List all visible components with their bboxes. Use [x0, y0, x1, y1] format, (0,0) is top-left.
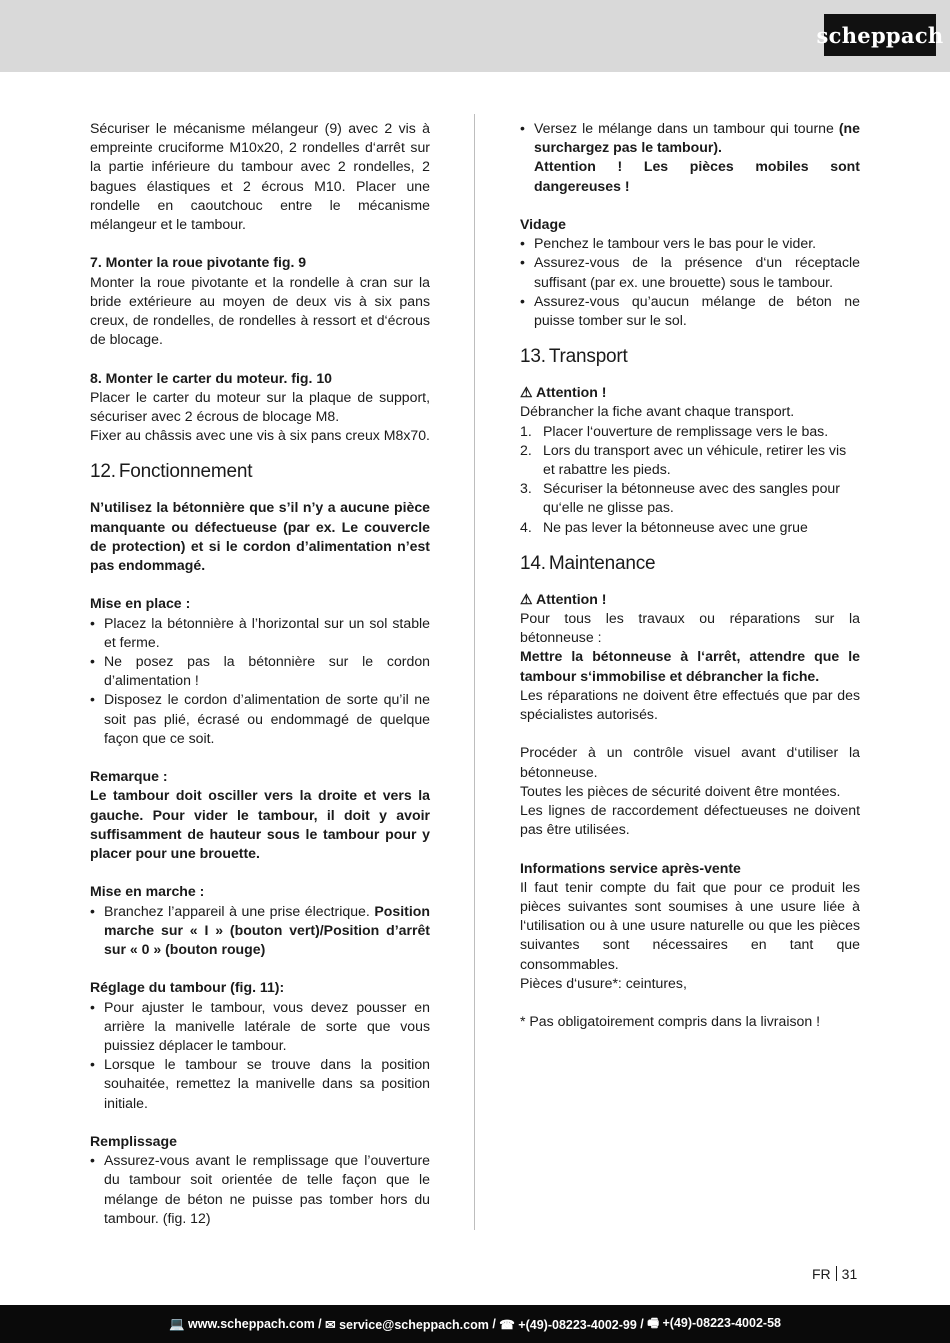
service-text: Il faut tenir compte du fait que pour ce produit les pièces suivantes sont soumises à une usure liée à l‘utilisation ou à une usure naturelle ou que les pièces suivantes sont nécessaires en tant que consommables. — [520, 878, 860, 972]
page-number-value: 31 — [841, 1266, 858, 1282]
header-band — [0, 0, 950, 72]
list-item — [520, 518, 860, 537]
step-number: 1. — [520, 422, 532, 439]
list-item: • Assurez-vous de la présence d‘un réceptacle suffisant (par ex. une brouette) sous le tambour. — [520, 253, 860, 291]
footnote: * Pas obligatoirement compris dans la livraison ! — [520, 1013, 821, 1030]
list-item: • Penchez le tambour vers le bas pour le vider. — [520, 234, 860, 253]
list-item: • Placez la bétonnière à l’horizontal sur un sol stable et ferme. — [90, 614, 430, 652]
remarque-title: Remarque : — [90, 768, 168, 785]
mise-en-marche-title: Mise en marche : — [90, 883, 205, 900]
service-title: Informations service après-vente — [520, 859, 741, 876]
intro-paragraph: Sécuriser le mécanisme mélangeur (9) avec 2 vis à empreinte cruciforme M10x20, 2 rondelles d‘arrêt sur la partie inférieure du tambour avec 2 rondelles, 2 bagues élastiques et 2 écrous M10. Placer une rondelle en caoutchouc entre le mécanisme mélangeur et le tambour. — [90, 120, 430, 233]
step-text: Lors du transport avec un véhicule, retirer les vis et rabattre les pieds. — [543, 441, 847, 478]
column-divider — [474, 114, 475, 1230]
heading-12 — [90, 460, 430, 484]
maintenance-text-3: Procéder à un contrôle visuel avant d‘utiliser la bétonneuse. — [520, 744, 860, 780]
mise-en-place-list — [90, 614, 430, 748]
heading-14-title: Maintenance — [548, 552, 656, 574]
verser-list — [520, 119, 860, 157]
maintenance-text-2: Les réparations ne doivent être effectués que par des spécialistes autorisés. — [520, 686, 860, 723]
footer-separator: / — [488, 1317, 500, 1331]
section-7-text: Monter la roue pivotante et la rondelle à cran sur la bride extérieure au moyen de deux vis à six pans creux, de rondelles, de rondelles à ressort et d‘écrous de blocage. — [90, 273, 430, 348]
vidage-title: Vidage — [520, 216, 566, 232]
section-8-text-2: Fixer au châssis avec une vis à six pans creux M8x70. — [90, 427, 430, 444]
footer-bar — [0, 1305, 950, 1343]
heading-12-title: Fonctionnement — [118, 461, 253, 483]
maintenance-text-4: Toutes les pièces de sécurité doivent être montées. — [520, 782, 841, 799]
heading-13-title: Transport — [548, 346, 628, 368]
step-number: 2. — [520, 441, 532, 458]
reglage-title: Réglage du tambour (fig. 11): — [90, 979, 285, 996]
footer-website[interactable]: 💻 www.scheppach.com — [169, 1316, 315, 1331]
page-number — [812, 1265, 857, 1283]
heading-13 — [520, 345, 860, 369]
maintenance-bold-warning: Mettre la bétonneuse à l‘arrêt, attendre que le tambour s‘immobilise et débrancher la fiche. — [520, 648, 860, 684]
list-item: • Ne posez pas la bétonnière sur le cordon d’alimentation ! — [90, 652, 430, 690]
footer-separator: / — [636, 1317, 648, 1331]
footer-separator: / — [314, 1317, 326, 1331]
remarque-text: Le tambour doit osciller vers la droite et vers la gauche. Pour vider le tambour, il doit y avoir suffisamment de hauteur sous le tambour pour y placer pour une brouette. — [90, 787, 430, 862]
scheppach-logo: scheppach — [824, 14, 936, 56]
section-8-text-1: Placer le carter du moteur sur la plaque de support, sécuriser avec 2 écrous de blocage M8. — [90, 388, 430, 425]
list-item: • Pour ajuster le tambour, vous devez pousser en arrière la manivelle latérale de sorte que vous puissiez déplacer le tambour. — [90, 998, 430, 1056]
maintenance-text-5: Les lignes de raccordement défectueuses ne doivent pas être utilisées. — [520, 802, 860, 838]
heading-14 — [520, 552, 860, 576]
list-item — [520, 479, 860, 517]
list-item: • Assurez-vous qu’aucun mélange de béton ne puisse tomber sur le sol. — [520, 292, 860, 330]
page-language: FR — [812, 1266, 831, 1282]
step-number: 3. — [520, 480, 532, 497]
step-number: 4. — [520, 518, 532, 535]
section-8-title: 8. Monter le carter du moteur. fig. 10 — [90, 369, 333, 386]
mise-en-place-title: Mise en place : — [90, 595, 191, 612]
list-item: • Disposez le cordon d’alimentation de sorte qu’il ne soit pas plié, écrasé ou endommagé de quelque façon que ce soit. — [90, 690, 430, 748]
marche-bold-text: Position marche sur « I » (bouton vert)/Position d’arrêt sur « 0 » (bouton rouge) — [104, 902, 430, 958]
step-text: Sécuriser la bétonneuse avec des sangles pour qu‘elle ne glisse pas. — [543, 480, 840, 516]
heading-13-number: 13. — [520, 346, 546, 368]
verser-normal-text: Versez le mélange dans un tambour qui tourne — [534, 120, 839, 136]
list-item: • Assurez-vous avant le remplissage que l’ouverture du tambour soit orientée de telle façon que le mélange de béton ne puisse pas tomber hors du tambour. (fig. 12) — [90, 1151, 430, 1228]
page-number-separator — [836, 1266, 837, 1281]
list-item — [520, 119, 860, 157]
transport-attention: ⚠ Attention ! — [520, 384, 607, 401]
list-item: • Lorsque le tambour se trouve dans la position souhaitée, remettez la manivelle dans sa position initiale. — [90, 1055, 430, 1113]
list-item — [90, 902, 430, 960]
transport-steps — [520, 422, 860, 537]
footer-fax: 🖷 +(49)-08223-4002-58 — [647, 1315, 781, 1330]
wear-parts-text: Pièces d‘usure*: ceintures, — [520, 974, 687, 991]
remplissage-list — [90, 1151, 430, 1228]
heading-12-number: 12. — [90, 461, 116, 483]
step-text: Placer l‘ouverture de remplissage vers le bas. — [543, 422, 829, 439]
verser-bold-text: (ne surchargez pas le tambour). — [534, 120, 860, 156]
moving-parts-warning: Attention ! Les pièces mobiles sont dangereuses ! — [534, 158, 860, 194]
marche-normal-text: Branchez l’appareil à une prise électrique. — [104, 902, 375, 919]
maintenance-attention: ⚠ Attention ! — [520, 590, 607, 607]
transport-text: Débrancher la fiche avant chaque transport. — [520, 403, 795, 420]
reglage-list — [90, 998, 430, 1113]
heading-14-number: 14. — [520, 552, 546, 574]
list-item — [520, 422, 860, 441]
step-text: Ne pas lever la bétonneuse avec une grue — [543, 518, 808, 535]
mise-en-marche-list — [90, 902, 430, 960]
left-column — [90, 119, 430, 1228]
right-column — [520, 119, 860, 1031]
remplissage-title: Remplissage — [90, 1133, 177, 1150]
footer-phone: ☎ +(49)-08223-4002-99 — [499, 1317, 637, 1332]
vidage-list — [520, 234, 860, 330]
section-7-title: 7. Monter la roue pivotante fig. 9 — [90, 254, 307, 271]
list-item — [520, 441, 860, 479]
safety-warning: N’utilisez la bétonnière que s’il n’y a aucune pièce manquante ou défectueuse (par ex. Le couvercle de protection) et si le cordon d’alimentation n’est pas endommagé. — [90, 499, 430, 574]
footer-email[interactable]: ✉ service@scheppach.com — [325, 1317, 489, 1332]
maintenance-text-1: Pour tous les travaux ou réparations sur la bétonneuse : — [520, 610, 860, 646]
